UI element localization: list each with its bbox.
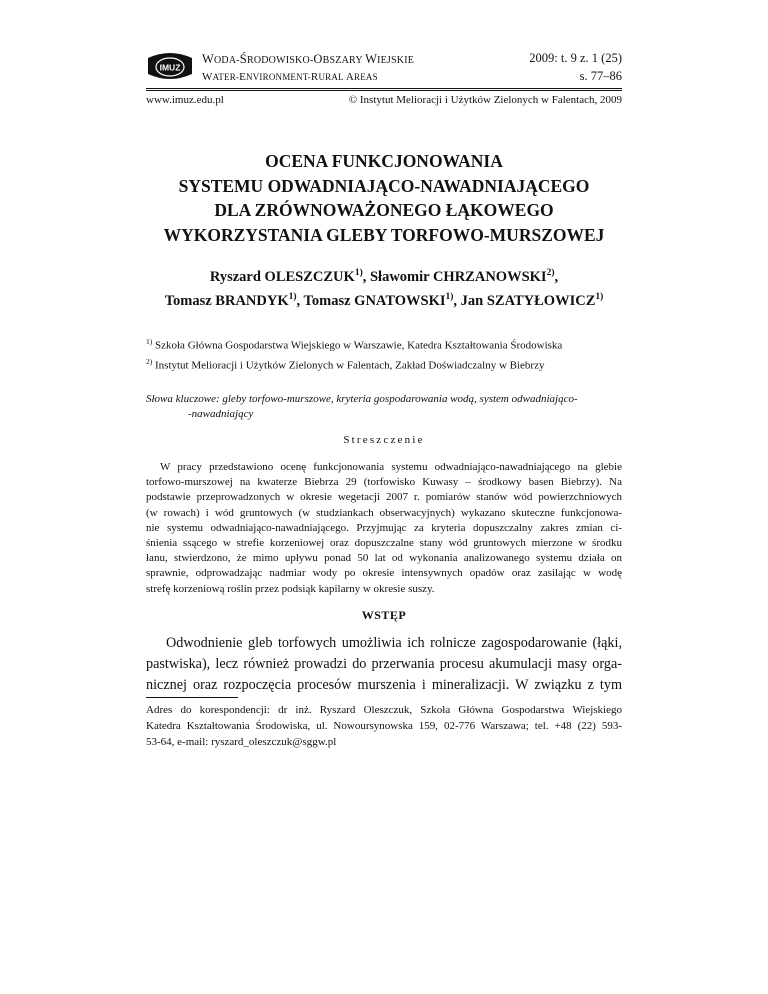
paper-title (100, 149, 668, 247)
journal-website: www.imuz.edu.pl (146, 94, 224, 106)
title-line: WYKORZYSTANIA GLEBY TORFOWO-MURSZOWEJ (163, 224, 605, 245)
abstract-text (146, 460, 622, 597)
abstract-heading: Streszczenie (343, 434, 425, 446)
abstract-line: strefę korzeniową roślin przez podsiąk kapilarny w okresie suszy. (146, 582, 435, 595)
abstract-line: nie systemu odwadniająco-nawadniającego. Przyjmując za kryteria dopuszczalny zakres zmian ci- (146, 521, 622, 534)
keywords: Słowa kluczowe: gleby torfowo-murszowe, kryteria gospodarowania wodą, system odwadniająco- -nawadniający (146, 393, 578, 420)
abstract-line: (w rowach) i wód gruntowych (w studziankach obserwacyjnych) wykazano skuteczne funkcjonowa- (146, 506, 622, 519)
footnote-line: 53-64, e-mail: ryszard_oleszczuk@sggw.pl (146, 736, 337, 748)
journal-name-pl: WODA-ŚRODOWISKO-OBSZARY WIEJSKIE (202, 52, 415, 66)
author-name: Tomasz GNATOWSKI (303, 292, 446, 309)
abstract-line: sprawnie, odprowadzając nadmiar wody po okresie intensywnych opadów oraz zasilając w wodę (146, 567, 622, 580)
author-affil-mark: 1) (595, 291, 604, 302)
footnote-rule (146, 697, 238, 698)
author-name: Tomasz BRANDYK (164, 292, 289, 309)
author-list: Ryszard OLESZCZUK$^{1)}$, Sławomir CHRZANOWSKI$^{2)}$, Tomasz BRANDYK$^{1)}$, Tomasz GNATOWSKI$^{1)}$, Jan SZATYŁOWICZ$^{1)}$ (164, 268, 604, 309)
body-line: nicznej oraz rozpoczęcia procesów murszenia i mineralizacji. W związku z tym (146, 677, 622, 693)
affiliation-item: $^{2)}$ Instytut Melioracji i Użytków Zielonych w Falentach, Zakład Doświadczalny w Biebrzy (146, 356, 545, 372)
abstract-line: W pracy przedstawiono ocenę funkcjonowania systemu odwadniająco-nawadniającego na glebie (160, 461, 622, 473)
imuz-logo (146, 50, 194, 82)
title-line: DLA ZRÓWNOWAŻONEGO ŁĄKOWEGO (214, 200, 554, 220)
author-affil-mark: 1) (354, 268, 363, 278)
affiliations (146, 334, 622, 373)
abstract-line: torfowo-murszowej na kwaterze Biebrza 29 (torfowisko Kuwasy – środkowy basen Biebrzy). Na (146, 476, 622, 489)
abstract-line: śnienia ssącego w strefie korzeniowej oraz dopuszczalne stany wód gruntowych mierzone w środku (146, 537, 622, 550)
author-name: Ryszard OLESZCZUK (209, 268, 355, 285)
footnote-line: Adres do korespondencji: dr inż. Ryszard Oleszczuk, Szkoła Główna Gospodarstwa Wiejskiego (146, 704, 622, 716)
author-name: Sławomir CHRZANOWSKI (369, 268, 547, 285)
logo-text: IMUZ (159, 62, 181, 73)
body-line: pastwiska), lecz również prowadzi do przerwania procesu akumulacji masy orga- (146, 656, 622, 672)
abstract-line: podstawie przeprowadzonych w okresie wegetacji 2007 r. pomiarów stanów wód powierzchniowych (146, 491, 622, 504)
title-line: OCENA FUNKCJONOWANIA (265, 151, 503, 171)
title-line: SYSTEMU ODWADNIAJĄCO-NAWADNIAJĄCEGO (178, 175, 590, 196)
copyright-notice: © Instytut Melioracji i Użytków Zielonych w Falentach, 2009 (348, 94, 622, 106)
journal-volume: 2009: t. 9 z. 1 (25) (529, 51, 622, 65)
correspondence-footnote (146, 702, 622, 750)
author-name: Jan SZATYŁOWICZ (460, 292, 596, 309)
author-affil-mark: 2) (546, 268, 555, 278)
journal-name-en: WATER-ENVIRONMENT-RURAL AREAS (202, 71, 378, 83)
author-affil-mark: 1) (445, 291, 454, 302)
footnote-line: Katedra Kształtowania Środowiska, ul. Nowoursynowska 159, 02-776 Warszawa; tel. +48 (22) 593- (146, 720, 622, 732)
section-body (146, 633, 622, 696)
body-line: Odwodnienie gleb torfowych umożliwia ich rolnicze zagospodarowanie (łąki, (166, 635, 622, 651)
author-affil-mark: 1) (288, 291, 297, 302)
affiliation-item: $^{1)}$ Szkoła Główna Gospodarstwa Wiejskiego w Warszawie, Katedra Kształtowania Środowiska (146, 337, 563, 352)
journal-pages: s. 77–86 (579, 69, 622, 83)
abstract-line: łanu, stwierdzono, że mimo upływu ponad 50 lat od wykonania analizowanego systemu działa on (146, 552, 622, 565)
header-rule (146, 88, 622, 89)
header-rule-thin (146, 90, 622, 91)
section-heading: WSTĘP (361, 608, 407, 622)
